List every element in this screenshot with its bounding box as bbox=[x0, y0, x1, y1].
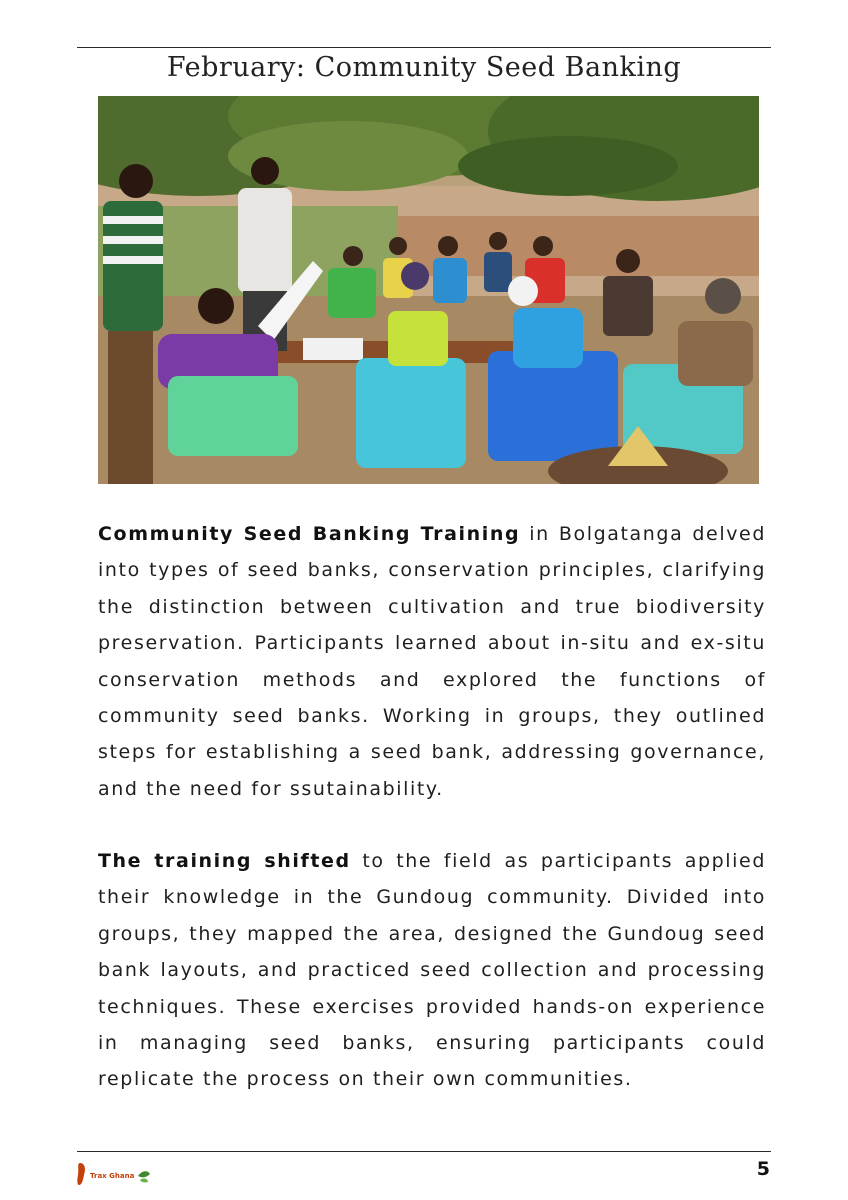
bottom-divider bbox=[77, 1151, 771, 1152]
page-number: 5 bbox=[756, 1158, 770, 1180]
brand-name: Trax Ghana bbox=[90, 1172, 135, 1180]
paragraph1-bold-lead: Community Seed Banking Training bbox=[98, 523, 521, 545]
paragraph-seed-banking-training bbox=[98, 516, 766, 807]
paragraph1-text: in Bolgatanga delved into types of seed banks, conservation principles, clarifying the distinction between cultivation and true biodiversity preservation. Participants learned about in-situ and ex-situ conservation methods and explored the functions of community seed banks. Working in groups, they outlined steps for establishing a seed bank, addressing governance, and the need for ssutainability. bbox=[98, 523, 766, 800]
paragraph2-text: to the field as participants applied their knowledge in the Gundoug community. Divided into groups, they mapped the area, designed the Gundoug seed bank layouts, and practiced seed collection and processing techniques. These exercises provided hands-on experience in managing seed banks, ensuring participants could replicate the process on their own communities. bbox=[98, 850, 766, 1091]
paragraph-field-training bbox=[98, 843, 766, 1098]
leaf-logo-icon bbox=[138, 1171, 150, 1182]
top-divider bbox=[77, 47, 771, 48]
paragraph2-bold-lead: The training shifted bbox=[98, 850, 351, 872]
workshop-photo bbox=[98, 96, 759, 484]
page-title: February: Community Seed Banking bbox=[166, 52, 682, 83]
